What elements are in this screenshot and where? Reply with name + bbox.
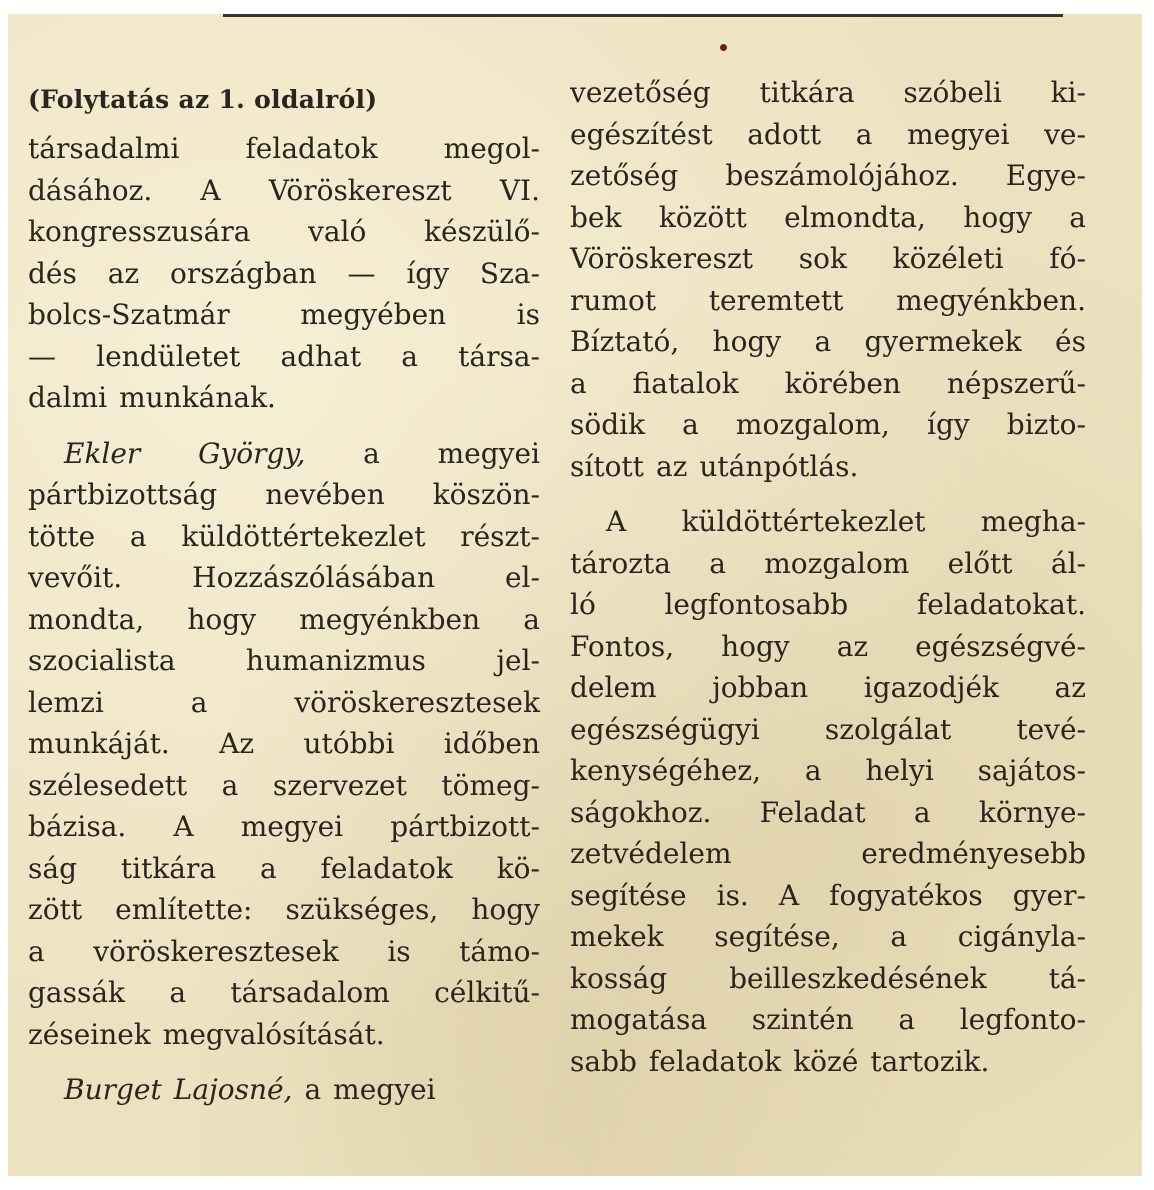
paragraph-gap <box>28 419 540 433</box>
word: is <box>387 934 411 968</box>
word: bizto- <box>1006 408 1086 441</box>
word: az <box>107 256 140 290</box>
text-line <box>570 750 1086 792</box>
word: ki- <box>1050 76 1086 109</box>
word: zéseinek <box>28 1017 151 1051</box>
word: pártbizott- <box>390 810 540 843</box>
word: társadalom <box>230 976 390 1009</box>
word: az <box>655 449 688 483</box>
word: és <box>1055 325 1086 358</box>
word: is <box>516 298 540 331</box>
word: vöröskeresztesek <box>294 685 540 719</box>
word: küldöttértekezlet <box>181 519 426 553</box>
paragraph-gap <box>570 487 1086 501</box>
word: segítése <box>570 878 687 912</box>
word: szélesedett <box>28 768 188 802</box>
word: — <box>347 256 376 290</box>
word: a <box>890 920 908 953</box>
word: a <box>570 366 587 400</box>
word: A <box>778 878 800 912</box>
word: teremtett <box>708 283 844 317</box>
text-line <box>570 999 1086 1041</box>
word: hogy <box>963 200 1032 234</box>
ink-speck <box>720 44 727 51</box>
paragraph-gap <box>28 1055 540 1069</box>
word: titkára <box>759 76 855 109</box>
word: megyében <box>300 298 447 331</box>
word: helyi <box>865 754 934 787</box>
word: humanizmus <box>245 644 426 677</box>
word: delem <box>570 671 657 704</box>
text-line <box>28 170 540 212</box>
word: kö- <box>496 851 540 885</box>
word: bek <box>570 200 622 234</box>
word: mondta, <box>28 602 145 636</box>
text-line <box>570 446 1086 488</box>
word: A <box>173 810 194 843</box>
word: feladatok <box>320 851 453 885</box>
word: közéleti <box>892 242 1004 275</box>
text-line <box>570 114 1086 156</box>
text-line <box>28 1014 540 1056</box>
text-line <box>28 336 540 378</box>
word: tá- <box>1048 961 1086 995</box>
text-line <box>28 599 540 641</box>
word: környe- <box>978 795 1086 829</box>
word: Lajosné, <box>173 1073 293 1106</box>
word: megyénkben. <box>896 283 1086 317</box>
word: mogatása <box>570 1003 708 1036</box>
word: sok <box>798 242 847 275</box>
word: szintén <box>751 1003 854 1036</box>
word: A <box>606 505 627 538</box>
word: elmondta, <box>784 200 926 234</box>
word: fiatalok <box>632 366 739 400</box>
word: zetőség <box>570 159 679 192</box>
word: a <box>523 602 540 636</box>
word: segítése, <box>714 920 840 953</box>
word: feladatok <box>245 132 378 165</box>
text-line <box>28 474 540 516</box>
word: dés <box>28 256 77 290</box>
word: tevé- <box>1016 712 1086 746</box>
word: tartozik. <box>870 1044 990 1078</box>
word: előtt <box>947 546 1013 580</box>
word: az <box>836 629 869 663</box>
word: Fontos, <box>570 629 675 663</box>
right-column-text <box>570 72 1086 1082</box>
text-line <box>570 155 1086 197</box>
word: megyei <box>437 436 540 470</box>
word: ve- <box>1044 117 1086 151</box>
text-line <box>570 1041 1086 1083</box>
word: jel- <box>496 644 540 677</box>
word: országban <box>170 256 317 290</box>
word: között <box>658 200 747 234</box>
word: időben <box>443 727 540 760</box>
text-line <box>28 1069 540 1111</box>
word: kosság <box>570 961 668 995</box>
text-line <box>570 543 1086 585</box>
word: célkitű- <box>434 976 540 1009</box>
word: zetvédelem <box>570 837 732 870</box>
word: ló <box>570 588 596 621</box>
word: sabb <box>570 1044 637 1078</box>
left-column-text <box>28 128 540 1111</box>
word: a <box>129 519 147 553</box>
word: a <box>855 117 873 151</box>
word: munkáját. <box>28 727 170 760</box>
word: a <box>898 1003 916 1036</box>
word: egészségvé- <box>915 629 1086 663</box>
text-line <box>570 792 1086 834</box>
text-line <box>28 765 540 807</box>
text-line <box>28 128 540 170</box>
word: megvalósítását. <box>162 1017 385 1051</box>
text-line <box>570 833 1086 875</box>
text-line <box>570 72 1086 114</box>
text-line <box>28 806 540 848</box>
word: igazodjék <box>863 671 1000 704</box>
continuation-header: (Folytatás az 1. oldalról) <box>28 85 378 114</box>
word: az <box>1054 671 1086 704</box>
word: A <box>200 173 221 207</box>
word: említette: <box>115 893 253 926</box>
word: a <box>401 339 418 373</box>
text-line <box>28 848 540 890</box>
word: fogyatékos <box>829 878 983 912</box>
word: megyei <box>240 810 344 843</box>
right-column <box>570 72 1086 1082</box>
word: Hozzászólásában <box>192 561 435 594</box>
word: szükséges, <box>285 893 439 926</box>
word: mozgalom <box>764 546 910 580</box>
word: hogy <box>187 602 257 636</box>
word: Vöröskereszt <box>570 242 753 275</box>
text-line <box>570 916 1086 958</box>
word: így <box>927 408 970 441</box>
word: zött <box>28 893 83 926</box>
word: adhat <box>280 339 362 373</box>
word: megyei <box>333 1073 436 1106</box>
word: a <box>304 1073 322 1106</box>
word: adott <box>747 117 822 151</box>
word: rumot <box>570 283 657 317</box>
word: dalmi <box>28 381 108 414</box>
word: Vöröskereszt <box>268 173 452 207</box>
text-line <box>570 280 1086 322</box>
text-line <box>28 889 540 931</box>
text-line <box>570 404 1086 446</box>
word: mekek <box>570 920 664 953</box>
word: kongresszusára <box>28 215 251 248</box>
word: legfonto- <box>959 1003 1086 1036</box>
word: bázisa. <box>28 810 127 843</box>
text-line <box>570 363 1086 405</box>
word: a <box>259 851 277 885</box>
word: eredményesebb <box>861 837 1086 870</box>
text-line <box>28 211 540 253</box>
word: utóbbi <box>303 727 395 760</box>
word: feladatokat. <box>916 588 1086 621</box>
word: munkának. <box>119 381 276 414</box>
word: titkára <box>120 851 217 885</box>
word: a <box>190 685 208 719</box>
word: társa- <box>458 339 540 373</box>
word: VI. <box>499 173 540 207</box>
word: a <box>709 546 726 580</box>
word: szervezet <box>272 768 407 802</box>
top-rule <box>223 14 1063 17</box>
text-line <box>570 501 1086 543</box>
word: beilleszkedésének <box>729 961 987 995</box>
word: bolcs-Szatmár <box>28 298 230 331</box>
word: részt- <box>460 519 540 553</box>
text-line <box>28 294 540 336</box>
text-line <box>28 377 540 419</box>
word: kenységéhez, <box>570 754 762 787</box>
word: köszön- <box>432 478 540 511</box>
word: is. <box>716 878 749 912</box>
word: feladatok <box>648 1044 782 1078</box>
word: egészségügyi <box>570 712 760 746</box>
text-line <box>570 321 1086 363</box>
text-line <box>570 238 1086 280</box>
newspaper-clipping <box>8 14 1142 1176</box>
word: gassák <box>28 976 126 1009</box>
word: tömeg- <box>441 768 540 802</box>
left-column <box>28 72 540 1111</box>
word: a <box>814 325 832 358</box>
word: közé <box>793 1044 859 1078</box>
word: a <box>1069 200 1086 234</box>
word: a <box>913 795 931 829</box>
word: megol- <box>443 132 540 165</box>
text-line <box>570 584 1086 626</box>
word: ál- <box>1050 546 1086 580</box>
word: szolgálat <box>824 712 952 746</box>
text-line <box>28 640 540 682</box>
word: Sza- <box>479 256 540 290</box>
word: a <box>804 754 822 787</box>
word: lendületet <box>96 339 241 373</box>
word: pártbizottság <box>28 478 218 511</box>
word: megyei <box>907 117 1010 151</box>
word: sított <box>570 449 644 483</box>
word: a <box>169 976 187 1009</box>
word: készülő- <box>424 215 540 248</box>
text-line <box>28 516 540 558</box>
word: utánpótlás. <box>699 449 859 483</box>
word: hogy <box>721 629 790 663</box>
word: szóbeli <box>903 76 1002 109</box>
text-line <box>570 958 1086 1000</box>
word: Burget <box>64 1073 162 1106</box>
text-line <box>570 626 1086 668</box>
word: társadalmi <box>28 132 180 165</box>
word: vöröskeresztesek <box>93 934 339 968</box>
word: fó- <box>1049 242 1086 275</box>
word: így <box>406 256 450 290</box>
word: cigányla- <box>957 920 1086 953</box>
word: jobban <box>712 671 809 704</box>
word: a <box>221 768 239 802</box>
word: beszámolójához. <box>725 159 959 192</box>
word: mozgalom, <box>735 408 890 441</box>
word: Az <box>219 727 255 760</box>
word: György, <box>198 436 306 470</box>
word: a <box>363 436 380 470</box>
word: Egye- <box>1005 159 1086 192</box>
word: el- <box>504 561 540 594</box>
word: szocialista <box>28 644 176 677</box>
word: legfontosabb <box>664 588 849 621</box>
text-line <box>570 197 1086 239</box>
word: lemzi <box>28 685 104 719</box>
word: népszerű- <box>946 366 1086 400</box>
word: dásához. <box>28 173 153 207</box>
word: a <box>682 408 699 441</box>
word: sajátos- <box>977 754 1086 787</box>
word: megha- <box>980 505 1086 538</box>
word: hogy <box>471 893 540 926</box>
text-line <box>28 682 540 724</box>
word: gyer- <box>1012 878 1086 912</box>
text-line <box>28 433 540 475</box>
word: körében <box>784 366 901 400</box>
word: megyénkben <box>299 602 481 636</box>
text-line <box>28 253 540 295</box>
word: hogy <box>712 325 782 358</box>
word: Feladat <box>759 795 866 829</box>
word: Ekler <box>64 436 141 470</box>
word: támo- <box>459 934 540 968</box>
text-line <box>570 709 1086 751</box>
word: södik <box>570 408 646 441</box>
word: gyermekek <box>864 325 1022 358</box>
text-line <box>570 875 1086 917</box>
word: vezetőség <box>570 76 711 109</box>
word: ság <box>28 851 77 885</box>
word: küldöttértekezlet <box>681 505 926 538</box>
text-line <box>28 557 540 599</box>
text-line <box>28 972 540 1014</box>
word: egészítést <box>570 117 713 151</box>
word: a <box>28 934 45 968</box>
word: tötte <box>28 519 96 553</box>
text-line <box>28 931 540 973</box>
word: tározta <box>570 546 671 580</box>
word: nevében <box>265 478 385 511</box>
word: vevőit. <box>28 561 123 594</box>
text-line <box>28 723 540 765</box>
text-line <box>570 667 1086 709</box>
word: — <box>28 339 56 373</box>
word: Bíztató, <box>570 325 680 358</box>
word: ságokhoz. <box>570 795 712 829</box>
word: való <box>308 215 367 248</box>
